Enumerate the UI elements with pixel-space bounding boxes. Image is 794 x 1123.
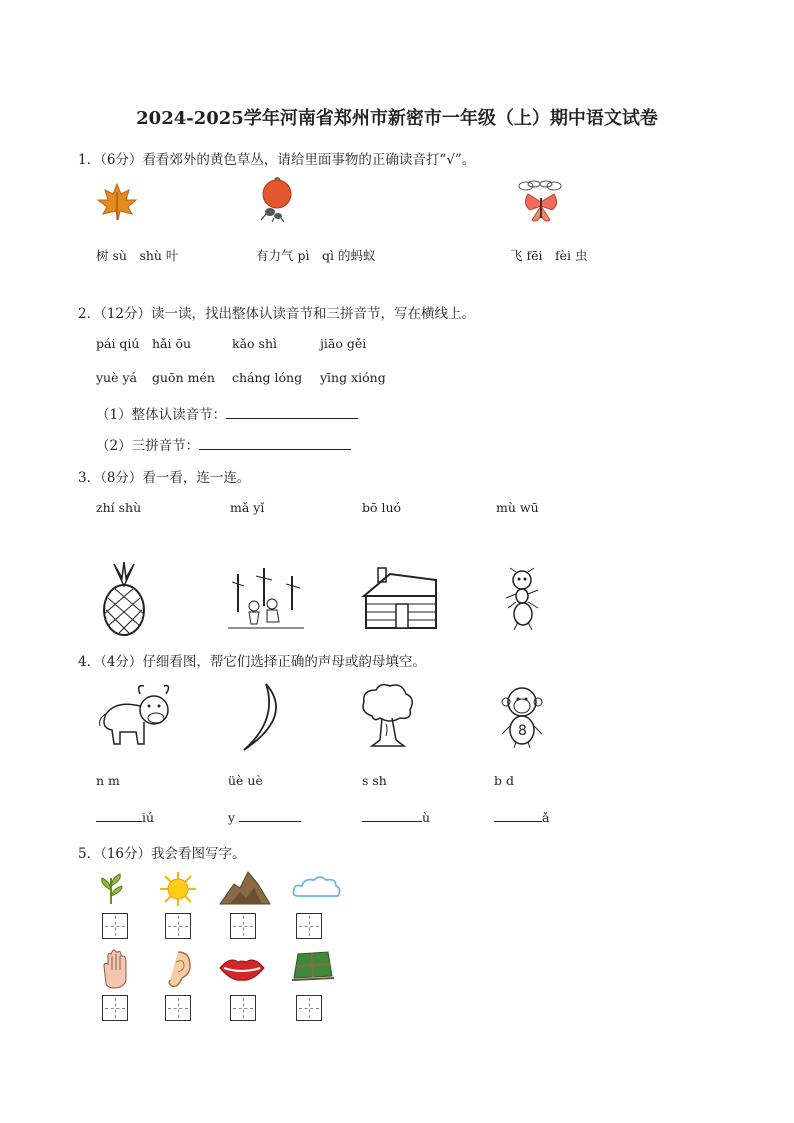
ox-icon	[96, 684, 176, 746]
q4-answer-line[interactable]	[239, 808, 301, 822]
writing-grid[interactable]	[102, 995, 128, 1021]
q4-choice: s sh	[362, 773, 387, 788]
q5-prompt: 5．（16分）我会看图写字。	[78, 846, 246, 862]
q2-word: yīng xióng	[320, 370, 386, 385]
q1-option-3: 飞 fēi fèi 虫	[510, 248, 588, 263]
monkey-icon	[496, 684, 548, 750]
pineapple-icon	[100, 562, 148, 636]
writing-grid[interactable]	[230, 995, 256, 1021]
tree-icon	[360, 682, 414, 748]
q4-blank-3: ù	[362, 808, 430, 825]
q3-word: bō luó	[362, 500, 402, 515]
q3-prompt: 3．（8分）看一看，连一连。	[78, 470, 251, 486]
q3-word: mù wū	[496, 500, 539, 515]
q2-word: yuè yá	[96, 370, 137, 385]
q2-word: jiāo gěi	[320, 336, 367, 351]
q2-word: pái qiú	[96, 336, 140, 351]
q4-blank-2: y	[228, 808, 301, 825]
q1-prompt: 1．（6分）看看郊外的黄色草丛，请给里面事物的正确读音打“√”。	[78, 152, 476, 168]
q4-prompt: 4．（4分）仔细看图，帮它们选择正确的声母或韵母填空。	[78, 654, 426, 670]
q4-answer-line[interactable]	[96, 808, 142, 822]
q4-blank-4: ǎ	[494, 808, 549, 825]
maple-leaf-icon	[96, 182, 138, 222]
q2-sub1: （1）整体认读音节：	[96, 403, 358, 423]
q3-word: mǎ yǐ	[230, 500, 265, 515]
field-icon	[290, 950, 334, 982]
q4-answer-line[interactable]	[362, 808, 422, 822]
q2-sub2: （2）三拼音节：	[96, 434, 351, 454]
q2-word: guōn mén	[152, 370, 215, 385]
ant-icon	[502, 568, 544, 630]
log-cabin-icon	[362, 566, 438, 632]
q4-answer-line[interactable]	[494, 808, 542, 822]
q4-choice: b d	[494, 773, 514, 788]
sprout-icon	[96, 874, 126, 904]
q1-option-2: 有力气 pì qì 的蚂蚁	[256, 248, 376, 263]
page-title: 2024-2025学年河南省郑州市新密市一年级（上）期中语文试卷	[136, 108, 658, 129]
svg-text:8: 8	[518, 723, 527, 739]
q4-choice: üè uè	[228, 773, 263, 788]
q2-answer-line-1[interactable]	[226, 405, 358, 419]
q4-blank-1: iú	[96, 808, 154, 825]
writing-grid[interactable]	[102, 913, 128, 939]
writing-grid[interactable]	[230, 913, 256, 939]
flying-insects-icon	[516, 178, 566, 226]
ear-icon	[164, 950, 192, 988]
q1-option-1: 树 sù shù 叶	[96, 248, 179, 263]
writing-grid[interactable]	[165, 913, 191, 939]
q4-choice: n m	[96, 773, 120, 788]
q2-word: cháng lóng	[232, 370, 303, 385]
writing-grid[interactable]	[296, 995, 322, 1021]
cloud-icon	[292, 874, 340, 900]
mountain-icon	[220, 870, 270, 906]
writing-grid[interactable]	[165, 995, 191, 1021]
q2-word: hǎi ōu	[152, 336, 192, 351]
q2-word: kǎo shì	[232, 336, 277, 351]
sun-icon	[160, 872, 196, 906]
crescent-moon-icon	[242, 682, 290, 752]
q3-word: zhí shù	[96, 500, 142, 515]
ant-carrying-fruit-icon	[256, 178, 296, 222]
q2-answer-line-2[interactable]	[199, 436, 351, 450]
writing-grid[interactable]	[296, 913, 322, 939]
mouth-icon	[218, 956, 266, 982]
tree-planting-icon	[228, 566, 304, 632]
q2-prompt: 2．（12分）读一读，找出整体认读音节和三拼音节，写在横线上。	[78, 306, 476, 322]
hand-icon	[100, 948, 130, 988]
